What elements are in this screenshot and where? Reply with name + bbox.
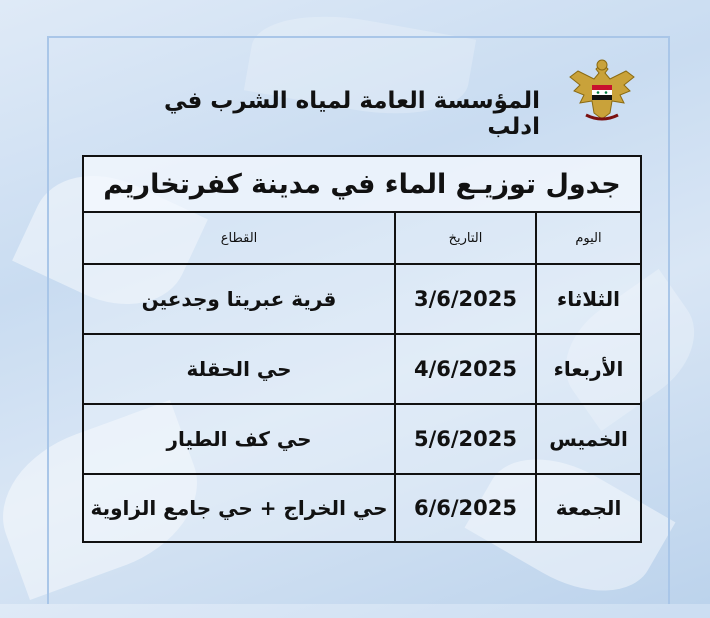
day-cell: الثلاثاء bbox=[536, 264, 641, 334]
day-cell: الجمعة bbox=[536, 474, 641, 542]
column-header-day: اليوم bbox=[536, 212, 641, 264]
syrian-eagle-emblem-icon bbox=[566, 55, 638, 127]
column-header-date: التاريخ bbox=[395, 212, 536, 264]
date-cell: 6/6/2025 bbox=[395, 474, 536, 542]
date-cell: 3/6/2025 bbox=[395, 264, 536, 334]
date-cell: 4/6/2025 bbox=[395, 334, 536, 404]
table-row bbox=[83, 334, 641, 404]
table-title: جدول توزيـع الماء في مدينة كفرتخاريم bbox=[83, 156, 641, 212]
sector-cell: قرية عبريتا وجدعين bbox=[83, 264, 395, 334]
organization-title: المؤسسة العامة لمياه الشرب في ادلب bbox=[163, 88, 540, 140]
table-row bbox=[83, 404, 641, 474]
date-cell: 5/6/2025 bbox=[395, 404, 536, 474]
day-cell: الأربعاء bbox=[536, 334, 641, 404]
table-row bbox=[83, 264, 641, 334]
table-title-row bbox=[83, 156, 641, 212]
sector-cell: حي الخراج + حي جامع الزاوية bbox=[83, 474, 395, 542]
table-row bbox=[83, 474, 641, 542]
sector-cell: حي الحقلة bbox=[83, 334, 395, 404]
column-header-sector: القطاع bbox=[83, 212, 395, 264]
water-schedule-table bbox=[82, 155, 642, 543]
sector-cell: حي كف الطيار bbox=[83, 404, 395, 474]
table-header-row bbox=[83, 212, 641, 264]
day-cell: الخميس bbox=[536, 404, 641, 474]
